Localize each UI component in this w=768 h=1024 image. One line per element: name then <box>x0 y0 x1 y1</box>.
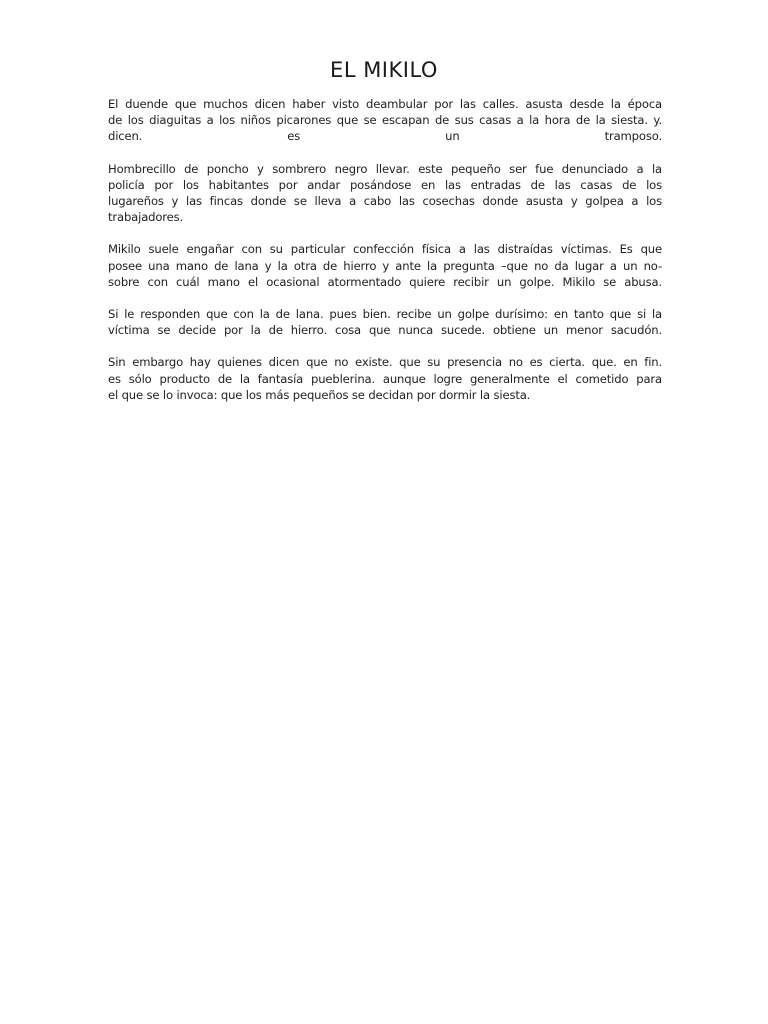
paragraph-line: de los diaguitas a los niños picarones que se escapan de sus casas a la hora de la siesta. y. <box>108 113 662 128</box>
paragraph-line: sobre con cuál mano el ocasional atormentado quiere recibir un golpe. Mikilo se abusa. <box>108 274 662 289</box>
paragraph-line: Sin embargo hay quienes dicen que no existe. que su presencia no es cierta. que. en fin. <box>108 355 662 370</box>
paragraph-1 <box>108 96 662 145</box>
paragraph-line: El duende que muchos dicen haber visto deambular por las calles. asusta desde la época <box>108 97 662 111</box>
paragraph-line: policía por los habitantes por andar posándose en las entradas de las casas de los <box>108 177 662 192</box>
paragraph-5 <box>108 354 662 403</box>
paragraph-line: es sólo producto de la fantasía pueblerina. aunque logre generalmente el cometido para <box>108 371 662 386</box>
paragraph-line: Hombrecillo de poncho y sombrero negro llevar. este pequeño ser fue denunciado a la <box>108 161 662 176</box>
document-body <box>108 96 662 419</box>
paragraph-line: dicen. es un tramposo. <box>108 129 662 144</box>
paragraph-line: víctima se decide por la de hierro. cosa que nunca sucede. obtiene un menor sacudón. <box>108 323 662 338</box>
paragraph-line: el que se lo invoca: que los más pequeños se decidan por dormir la siesta. <box>108 387 531 402</box>
paragraph-line: lugareños y las fincas donde se lleva a cabo las cosechas donde asusta y golpea a los <box>108 194 662 209</box>
paragraph-line: Si le responden que con la de lana. pues bien. recibe un golpe durísimo: en tanto que si la <box>108 307 662 322</box>
paragraph-line: trabajadores. <box>108 210 184 225</box>
paragraph-3 <box>108 241 662 290</box>
paragraph-line: posee una mano de lana y la otra de hierro y ante la pregunta –que no da lugar a un no- <box>108 258 662 273</box>
document-title: EL MIKILO <box>330 58 438 82</box>
paragraph-line: Mikilo suele engañar con su particular confección física a las distraídas víctimas. Es que <box>108 242 662 257</box>
paragraph-4 <box>108 306 662 338</box>
paragraph-2 <box>108 161 662 226</box>
